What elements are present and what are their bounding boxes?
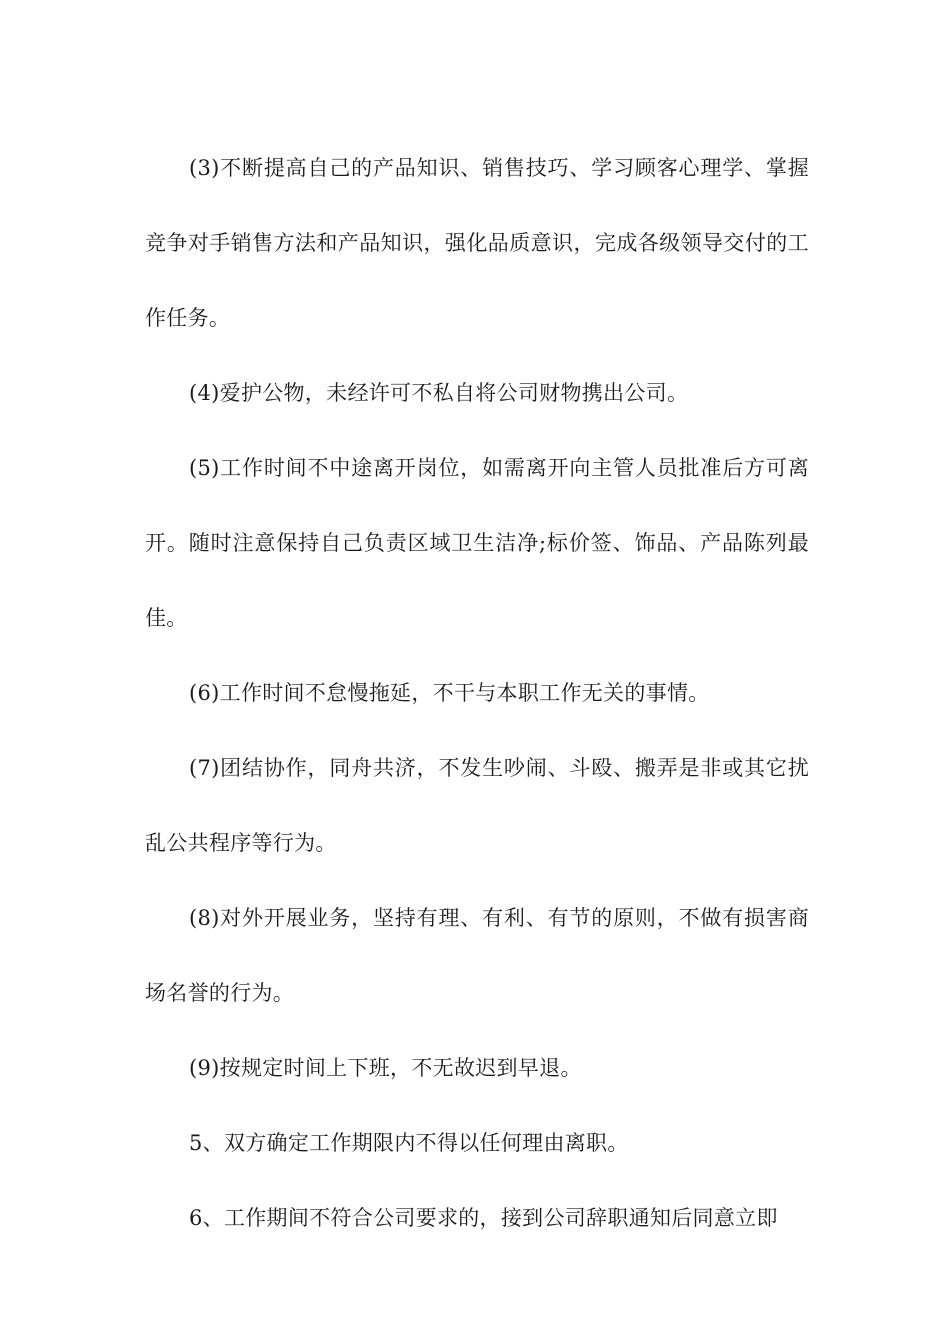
paragraph-item-6: (6)工作时间不怠慢拖延，不干与本职工作无关的事情。 bbox=[189, 681, 710, 705]
paragraph-item-4: (4)爱护公物，未经许可不私自将公司财物携出公司。 bbox=[189, 381, 689, 405]
paragraph-item-5: (5)工作时间不中途离开岗位，如需离开向主管人员批准后方可离开。随时注意保持自己负责区域卫生洁净;标价签、饰品、产品陈列最佳。 bbox=[145, 456, 809, 630]
paragraph-item-8: (8)对外开展业务，坚持有理、有利、有节的原则，不做有损害商场名誉的行为。 bbox=[145, 906, 809, 1005]
paragraph-item-7: (7)团结协作，同舟共济，不发生吵闹、斗殴、搬弄是非或其它扰乱公共程序等行为。 bbox=[145, 756, 809, 855]
paragraph-item-3: (3)不断提高自己的产品知识、销售技巧、学习顾客心理学、掌握竞争对手销售方法和产品知识，强化品质意识，完成各级领导交付的工作任务。 bbox=[145, 156, 809, 330]
paragraph-section-6: 6、工作期间不符合公司要求的，接到公司辞职通知后同意立即 bbox=[189, 1206, 778, 1230]
paragraph-section-5: 5、双方确定工作期限内不得以任何理由离职。 bbox=[189, 1131, 629, 1155]
document-body bbox=[145, 131, 809, 1256]
paragraph-item-9: (9)按规定时间上下班，不无故迟到早退。 bbox=[189, 1056, 582, 1080]
